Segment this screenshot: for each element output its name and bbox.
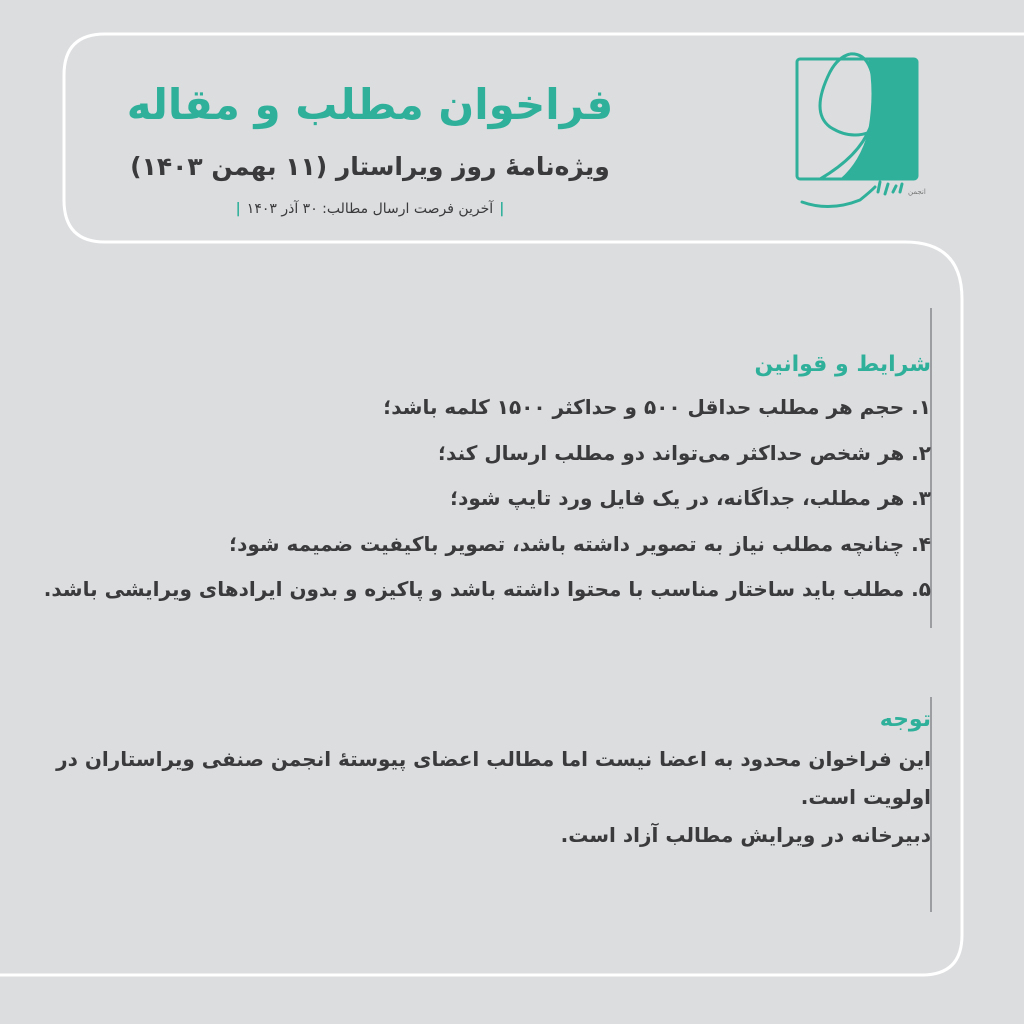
note-paragraph: دبیرخانه در ویرایش مطالب آزاد است. — [560, 823, 931, 847]
deadline-text: آخرین فرصت ارسال مطالب: ۳۰ آذر ۱۴۰۳ — [246, 201, 494, 217]
note-paragraph: این فراخوان محدود به اعضا نیست اما مطالب اعضای پیوستهٔ انجمن صنفی ویراستاران در اولویت است. — [56, 747, 931, 809]
rule-item: ۱. حجم هر مطلب حداقل ۵۰۰ و حداکثر ۱۵۰۰ کلمه باشد؛ — [383, 395, 931, 419]
page-subtitle: ویژه‌نامهٔ روز ویراستار (۱۱ بهمن ۱۴۰۳) — [130, 152, 610, 181]
rules-list — [43, 385, 931, 613]
svg-text:انجمن: انجمن — [908, 188, 926, 196]
separator: | — [499, 201, 505, 217]
header — [60, 30, 680, 230]
rule-item: ۳. هر مطلب، جداگانه، در یک فایل ورد تایپ شود؛ — [450, 486, 931, 510]
rule-item: ۴. چنانچه مطلب نیاز به تصویر داشته باشد، تصویر باکیفیت ضمیمه شود؛ — [229, 531, 931, 556]
logo-icon — [790, 52, 930, 217]
deadline-line — [60, 198, 680, 220]
page-title: فراخوان مطلب و مقاله — [126, 80, 614, 129]
rule-item: ۵. مطلب باید ساختار مناسب با محتوا داشته باشد و پاکیزه و بدون ایرادهای ویرایشی باشد. — [43, 577, 931, 601]
rules-heading: شرایط و قوانین — [754, 352, 931, 377]
note-heading: توجه — [879, 707, 931, 732]
rules-section — [43, 345, 931, 613]
separator: | — [235, 201, 241, 217]
note-section — [51, 700, 931, 854]
rule-item: ۲. هر شخص حداکثر می‌تواند دو مطلب ارسال کند؛ — [438, 440, 931, 465]
